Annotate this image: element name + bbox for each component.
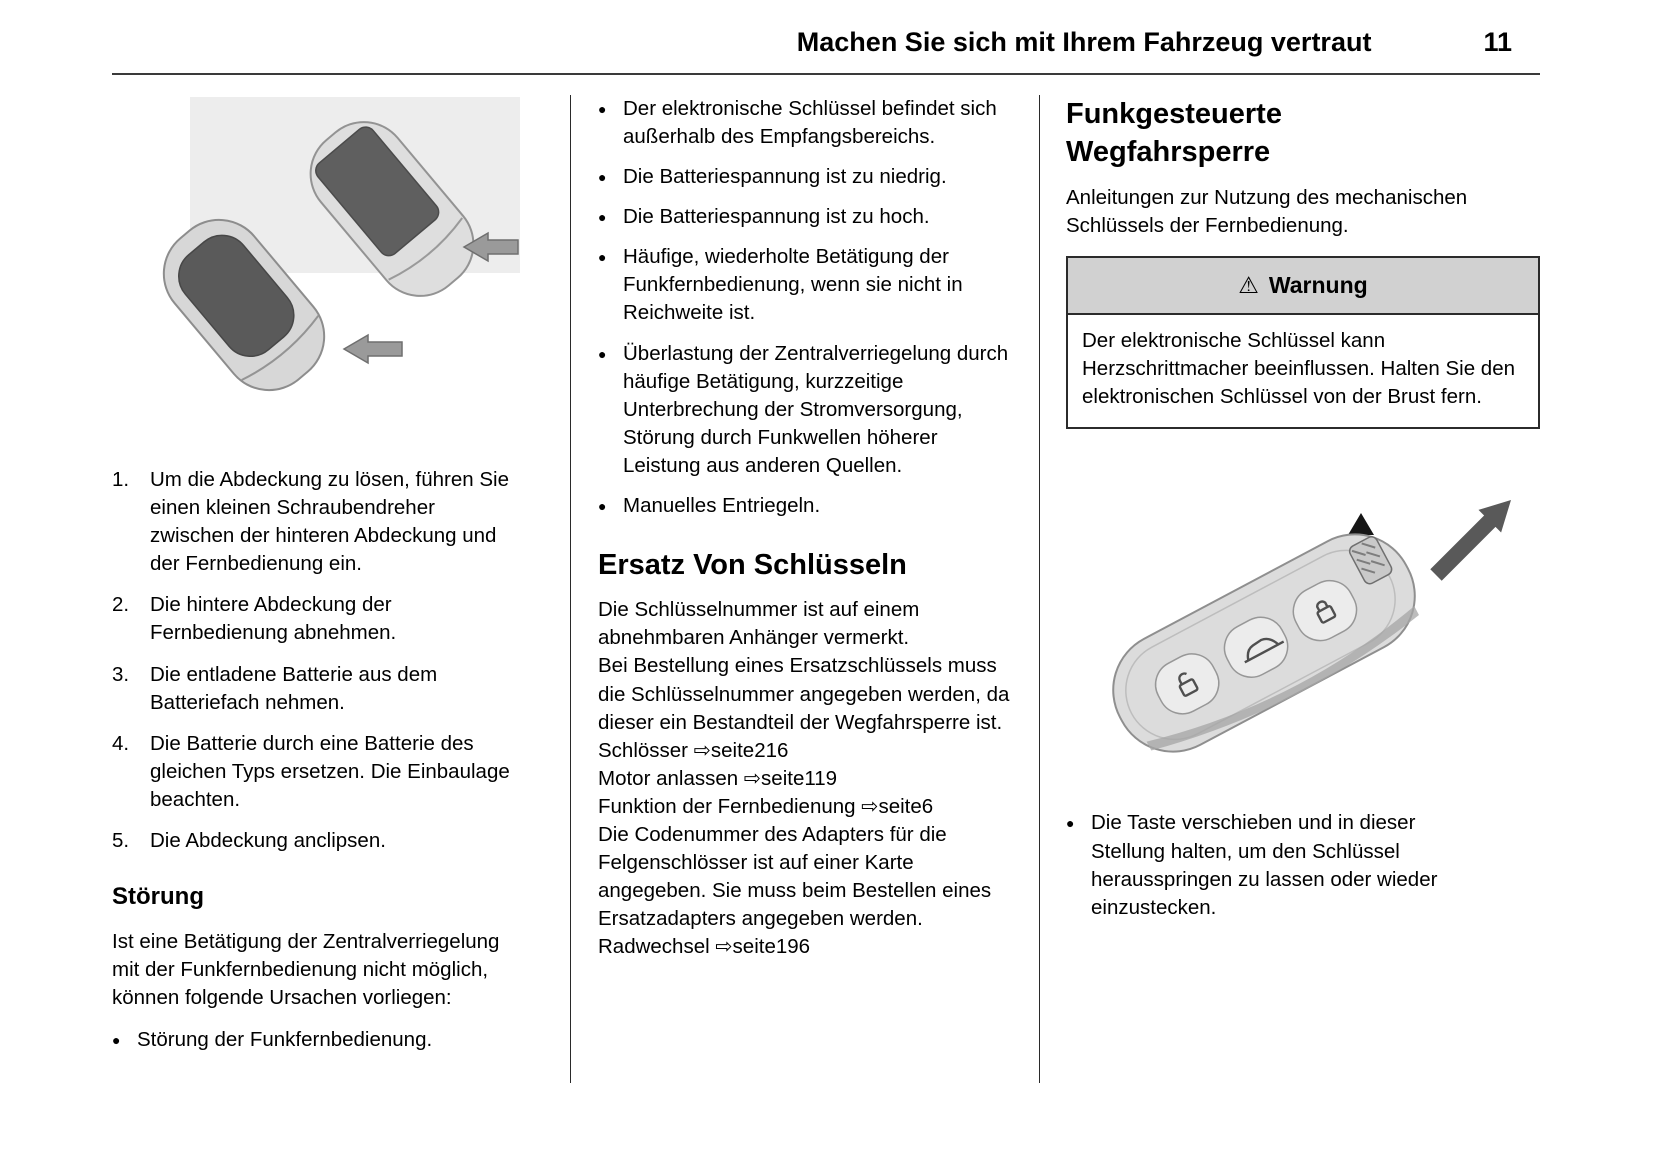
list-item — [112, 661, 522, 717]
heading-line: Funkgesteuerte — [1066, 97, 1282, 130]
left-column — [112, 95, 570, 1083]
middle-column — [571, 95, 1039, 1083]
list-item — [598, 492, 1012, 520]
bullet-text: Die Batteriespannung ist zu niedrig. — [623, 165, 947, 189]
step-text: Die Batterie durch eine Batterie des gleichen Typs ersetzen. Die Einbaulage beachten. — [150, 731, 510, 811]
bullet-text: Der elektronische Schlüssel befindet sich außerhalb des Empfangsbereichs. — [623, 96, 997, 149]
fault-heading: Störung — [112, 883, 204, 910]
list-item — [598, 243, 1012, 327]
page-ref-link[interactable]: ⇨seite196 — [715, 935, 811, 959]
eject-arrow-icon — [1430, 500, 1511, 581]
electronic-key-illustration — [1066, 465, 1540, 773]
heading-line: Wegfahrsperre — [1066, 136, 1271, 169]
immobilizer-intro-paragraph: Anleitungen zur Nutzung des mechanischen Schlüssels der Fernbedienung. — [1066, 185, 1468, 237]
step-number: 3. — [112, 662, 130, 686]
ref-label: Motor anlassen — [598, 766, 739, 790]
bullet-icon: ● — [598, 345, 607, 362]
list-item — [598, 95, 1012, 151]
right-column — [1040, 95, 1540, 1083]
bullet-text: Störung der Funkfernbedienung. — [137, 1028, 433, 1052]
list-item — [112, 730, 522, 814]
step-text: Die Abdeckung anclipsen. — [150, 828, 386, 852]
battery-replacement-steps — [112, 466, 522, 855]
bullet-text: Manuelles Entriegeln. — [623, 493, 821, 517]
bullet-text: Die Batteriespannung ist zu hoch. — [623, 205, 930, 229]
bullet-icon: ● — [598, 100, 607, 117]
section-heading-key-replacement: Ersatz Von Schlüsseln — [598, 549, 907, 581]
fault-intro-paragraph: Ist eine Betätigung der Zentralverriegelung mit der Funkfernbedienung nicht möglich, können folgende Ursachen vorliegen: — [112, 929, 500, 1010]
list-item — [598, 163, 1012, 191]
warning-icon: ⚠ — [1238, 271, 1259, 298]
warning-box — [1066, 256, 1540, 430]
cross-reference-line — [598, 933, 1012, 961]
page-ref-link[interactable]: ⇨seite216 — [693, 738, 789, 762]
list-item — [112, 591, 522, 647]
bullet-icon: ● — [598, 209, 607, 226]
list-item — [1066, 809, 1482, 921]
bullet-icon: ● — [112, 1032, 121, 1049]
paragraph: Die Schlüsselnummer ist auf einem abnehmbaren Anhänger vermerkt. — [598, 598, 920, 650]
section-heading-immobilizer — [1066, 95, 1540, 172]
bullet-icon: ● — [598, 497, 607, 514]
ref-label: Funktion der Fernbedienung — [598, 794, 856, 818]
page-ref-link[interactable]: ⇨seite6 — [861, 794, 934, 818]
page-header — [112, 24, 1540, 75]
bullet-text: Überlastung der Zentralverriegelung durch häufige Betätigung, kurzzeitige Unterbrechung der Stromversorgung, Störung durch Funkwellen höherer Leistung aus anderen Quellen. — [623, 341, 1009, 477]
step-text: Um die Abdeckung zu lösen, führen Sie einen kleinen Schraubendreher zwischen der hinteren Abdeckung und der Fernbedienung ein. — [150, 468, 509, 576]
list-item — [598, 203, 1012, 231]
bullet-text: Häufige, wiederholte Betätigung der Funkfernbedienung, wenn sie nicht in Reichweite ist. — [623, 245, 963, 325]
content-columns — [112, 95, 1540, 1083]
list-item — [112, 466, 522, 578]
bullet-text: Die Taste verschieben und in dieser Stellung halten, um den Schlüssel herausspringen zu lassen oder wieder einzustecken. — [1091, 811, 1438, 919]
remote-battery-replacement-illustration — [112, 97, 522, 420]
list-item — [112, 1026, 522, 1054]
bullet-icon: ● — [598, 169, 607, 186]
electronic-key-illustration-svg — [1066, 465, 1526, 765]
step-text: Die hintere Abdeckung der Fernbedienung abnehmen. — [150, 593, 397, 645]
list-item — [112, 827, 522, 855]
step-text: Die entladene Batterie aus dem Batteriefach nehmen. — [150, 662, 438, 714]
step-number: 2. — [112, 593, 130, 617]
cross-reference-line — [598, 793, 1012, 821]
ref-label: Radwechsel — [598, 935, 710, 959]
paragraph: Bei Bestellung eines Ersatzschlüssels muss die Schlüsselnummer angegeben werden, da dieser ein Bestandteil der Wegfahrsperre ist. — [598, 654, 1010, 734]
step-number: 4. — [112, 731, 130, 755]
step-number: 5. — [112, 828, 130, 852]
warning-box-text: Der elektronische Schlüssel kann Herzschrittmacher beeinflussen. Halten Sie den elektronischen Schlüssel von der Brust fern. — [1082, 329, 1515, 409]
page-ref-link[interactable]: ⇨seite119 — [743, 766, 838, 790]
electronic-key — [1093, 514, 1436, 765]
step-number: 1. — [112, 468, 130, 492]
list-item — [598, 340, 1012, 480]
ref-label: Schlösser — [598, 738, 689, 762]
remote-battery-illustration-svg — [112, 97, 520, 412]
page-number: 11 — [1483, 27, 1512, 57]
paragraph: Die Codenummer des Adapters für die Felgenschlösser ist auf einer Karte angegeben. Sie muss beim Bestellen eines Ersatzadapters angegeben werden. — [598, 822, 992, 931]
warning-title: Warnung — [1268, 271, 1368, 298]
arrow-icon-lower — [344, 335, 402, 363]
cross-reference-line — [598, 765, 1012, 793]
bullet-icon: ● — [1066, 815, 1075, 832]
page-title: Machen Sie sich mit Ihrem Fahrzeug vertraut — [796, 27, 1372, 57]
cross-reference-line — [598, 737, 1012, 765]
bullet-icon: ● — [598, 249, 607, 266]
warning-box-header — [1068, 258, 1538, 316]
